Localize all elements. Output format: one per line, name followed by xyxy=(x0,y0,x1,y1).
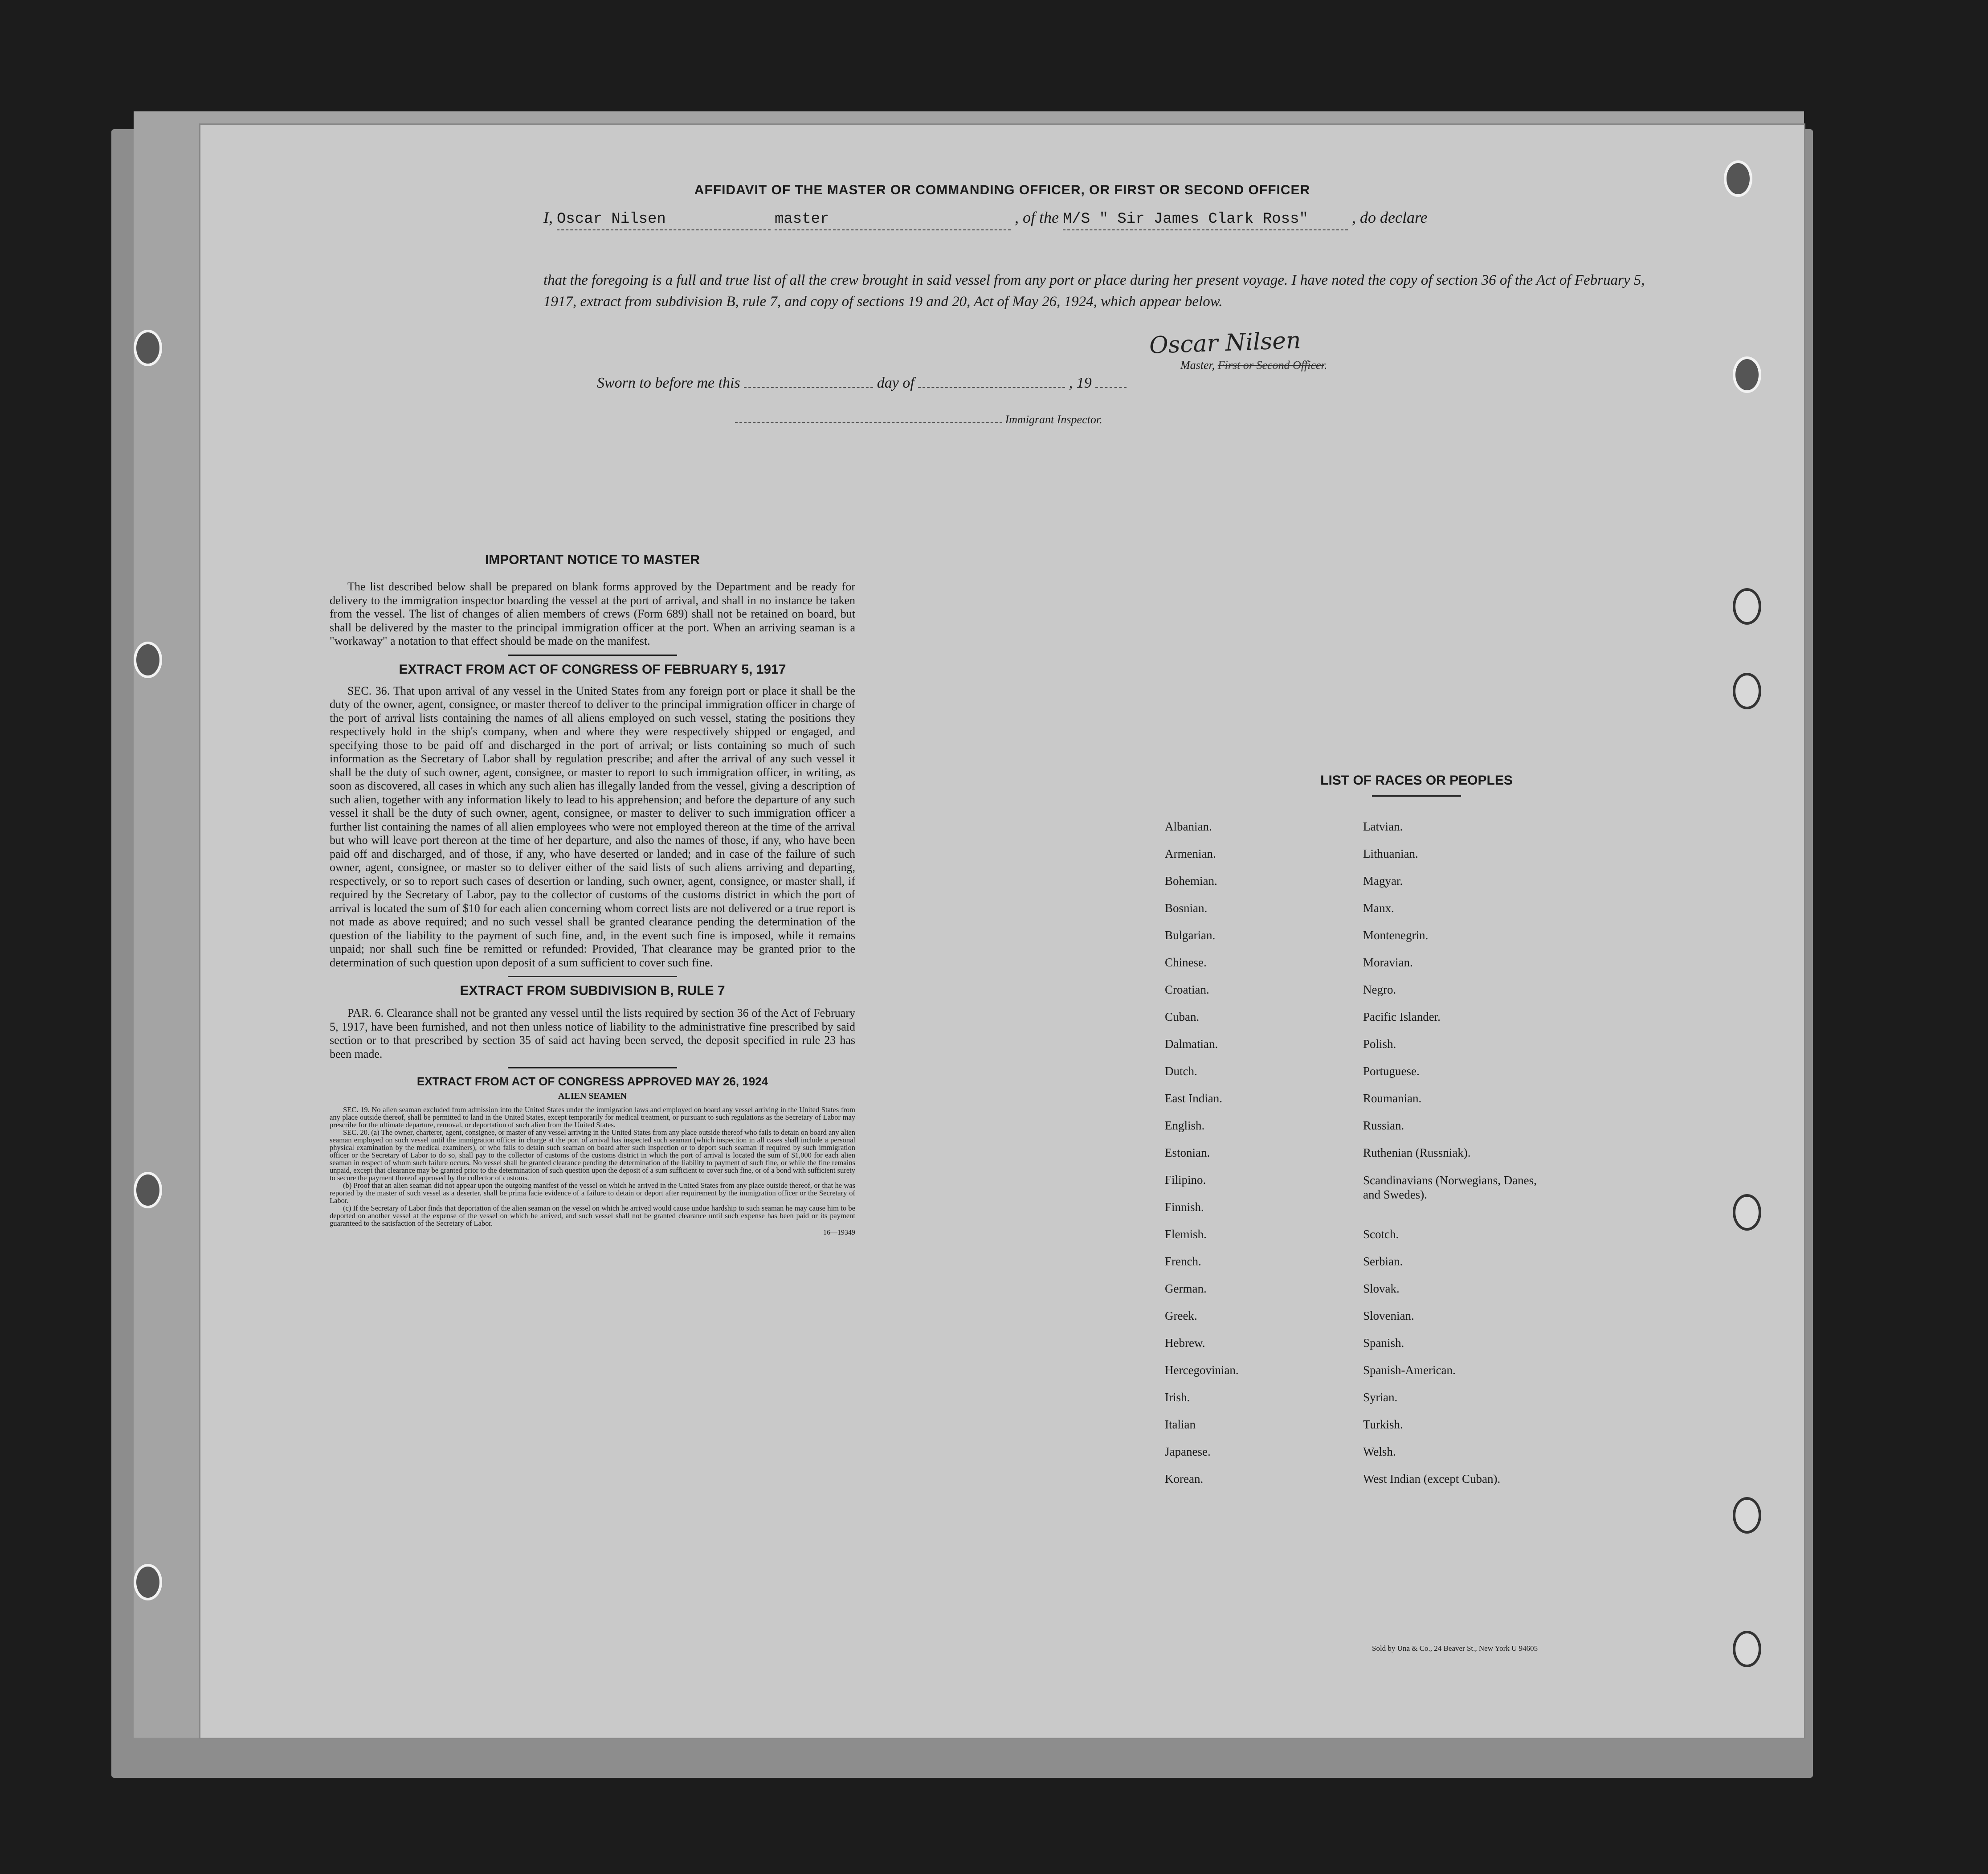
binder-hole-icon xyxy=(1733,588,1761,625)
manifest-page xyxy=(200,125,1804,1738)
extract-rule7-title: EXTRACT FROM SUBDIVISION B, RULE 7 xyxy=(460,983,725,998)
race-item: Finnish. xyxy=(1165,1200,1204,1214)
binder-hole-icon xyxy=(1733,1497,1761,1534)
race-item: Bohemian. xyxy=(1165,874,1217,888)
binder-hole-icon xyxy=(1733,1194,1761,1231)
race-item: Chinese. xyxy=(1165,956,1207,969)
signature-caption-master: Master, xyxy=(1180,359,1215,372)
race-item: Lithuanian. xyxy=(1363,847,1418,860)
inspector-blank xyxy=(735,410,1002,423)
legal-notices-column xyxy=(330,552,855,1237)
race-item: Dalmatian. xyxy=(1165,1037,1218,1051)
race-item: Irish. xyxy=(1165,1391,1190,1404)
race-item: Scotch. xyxy=(1363,1228,1399,1241)
vessel-name-field: M/S " Sir James Clark Ross" xyxy=(1063,209,1348,230)
binder-hole-icon xyxy=(134,1564,162,1600)
race-item: Greek. xyxy=(1165,1309,1197,1322)
race-item: Hercegovinian. xyxy=(1165,1363,1239,1377)
race-item: Croatian. xyxy=(1165,983,1209,996)
signature-caption-struck: First or Second Officer xyxy=(1217,359,1324,372)
divider xyxy=(508,1067,677,1068)
extract-1924-sec20a: SEC. 20. (a) The owner, charterer, agent, consignee, or master of any vessel arriving in the United States from any place outside thereof who fails to detain on board any alien seaman employed on such vessel until the immigration officer in charge at the port of arrival has inspected such seaman (which inspection in all cases shall include a personal physical examination by the medical examiners), or who fails to detain such seaman on board after such inspection or to deport such seaman if required by such immigration officer or the Secretary of Labor to do so, shall pay to the collector of customs of the customs district in which the port of arrival is located the sum of $1,000 for each alien seaman in respect of whom such failure occurs. No vessel shall be granted clearance pending the determination of the liability to payment of such fine, or while the fine remains unpaid, except that clearance may be granted prior to the determination of such question upon the deposit of a sum sufficient to cover such fine, or of a bond with sufficient surety to secure the payment thereof approved by the collector of customs. xyxy=(330,1128,855,1182)
race-item: Filipino. xyxy=(1165,1173,1206,1187)
inspector-label: Immigrant Inspector. xyxy=(1005,413,1102,426)
race-item: Turkish. xyxy=(1363,1418,1403,1431)
race-item: Montenegrin. xyxy=(1363,929,1429,942)
race-item: Scandinavians (Norwegians, Danes, and Swedes). xyxy=(1363,1174,1537,1201)
race-item: English. xyxy=(1165,1119,1205,1132)
races-divider xyxy=(1372,795,1461,797)
race-item: Bulgarian. xyxy=(1165,929,1216,942)
year-label: , 19 xyxy=(1069,375,1092,391)
printer-imprint: Sold by Una & Co., 24 Beaver St., New York U 94605 xyxy=(1372,1644,1538,1653)
binder-hole-icon xyxy=(1733,1631,1761,1667)
race-item: Slovenian. xyxy=(1363,1309,1414,1322)
race-item: Bosnian. xyxy=(1165,901,1208,915)
race-item: Spanish-American. xyxy=(1363,1363,1456,1377)
binder-hole-icon xyxy=(134,330,162,366)
signature-caption: Master, First or Second Officer. xyxy=(1180,359,1327,372)
binder-hole-icon xyxy=(1733,356,1761,393)
sworn-label: Sworn to before me this xyxy=(597,375,740,391)
extract-1924-sec19: SEC. 19. No alien seaman excluded from admission into the United States under the immigration laws and employed on board any vessel arriving in the United States from any place outside thereof, shall be permitted to land in the United States, except temporarily for medical treatment, or pursuant to such regulations as the Secretary of Labor may prescribe for the ultimate departure, removal, or deportation of such alien from the United States. xyxy=(330,1105,855,1129)
race-item: Slovak. xyxy=(1363,1282,1400,1295)
race-item: Italian xyxy=(1165,1418,1196,1431)
of-the-label: , of the xyxy=(1015,209,1059,226)
sworn-year-blank xyxy=(1095,374,1127,388)
notice-title: IMPORTANT NOTICE TO MASTER xyxy=(485,552,700,567)
master-name-field: Oscar Nilsen xyxy=(557,209,771,230)
race-item: French. xyxy=(1165,1255,1201,1268)
extract-1917-title: EXTRACT FROM ACT OF CONGRESS OF FEBRUARY 5, 1917 xyxy=(399,662,786,677)
day-of-label: day of xyxy=(877,375,914,391)
race-item: Dutch. xyxy=(1165,1064,1197,1078)
binder-hole-icon xyxy=(134,1172,162,1208)
affidavit-body: that the foregoing is a full and true list of all the crew brought in said vessel from any port or place during her present voyage. I have noted the copy of section 36 of the Act of February 5, 1917, extract from subdivision B, rule 7, and copy of sections 19 and 20, Act of May 26, 1924, which appear below. xyxy=(543,272,1645,310)
race-item: West Indian (except Cuban). xyxy=(1363,1472,1501,1485)
race-item: Manx. xyxy=(1363,901,1394,915)
race-item: Ruthenian (Russniak). xyxy=(1363,1146,1471,1159)
race-item: Cuban. xyxy=(1165,1010,1200,1023)
race-item: Albanian. xyxy=(1165,820,1212,833)
extract-1924-sec20b: (b) Proof that an alien seaman did not appear upon the outgoing manifest of the vessel on which he arrived in the United States from any place outside thereof, or that he was reported by the master of such vessel as a deserter, shall be prima facie evidence of a failure to detain or deport after requirement by the immigration officer or the Secretary of Labor. xyxy=(330,1181,855,1205)
notice-text: The list described below shall be prepared on blank forms approved by the Department and be ready for delivery to the immigration inspector boarding the vessel at the port of arrival, and shall in no instance be taken from the vessel. The list of changes of alien members of crews (Form 689) shall not be retained on board, but shall be delivered by the master to the principal immigration officer at the port. When an arriving seaman is a "workaway" a notation to that effect should be made on the manifest. xyxy=(330,580,855,647)
sworn-month-blank xyxy=(918,374,1065,388)
race-item: Armenian. xyxy=(1165,847,1216,860)
extract-1917-text: SEC. 36. That upon arrival of any vessel in the United States from any foreign port or place it shall be the duty of the owner, agent, consignee, or master thereof to deliver to the principal immigration officer in charge of the port of arrival lists containing the names of all aliens employed on such vessel, stating the positions they respectively hold in the ship's company, when and where they were respectively shipped or engaged, and specifying those to be paid off and discharged in the port of arrival; or lists containing so much of such information as the Secretary of Labor shall by regulation prescribe; and after the arrival of any such vessel it shall be the duty of such owner, agent, consignee, or master to report to such immigration officer, in writing, as soon as discovered, all cases in which any such alien has illegally landed from the vessel, giving a description of such alien, together with any information likely to lead to his apprehension; and before the departure of any such vessel it shall be the duty of such owner, agent, consignee, or master to deliver to such immigration officer a further list containing the names of all alien employees who were not employed thereon at the time of the arrival but who will leave port thereon at the time of her departure, and also the names of those, if any, who have been paid off and discharged, and of those, if any, who have deserted or landed; and in case of the failure of such owner, agent, consignee, or master so to deliver either of the said lists of such aliens arriving and departing, respectively, or so to report such cases of desertion or landing, such owner, agent, consignee, or master shall, if required by the Secretary of Labor, pay to the collector of customs of the customs district in which the port of arrival is located the sum of $10 for each alien concerning whom correct lists are not delivered or a true report is not made as above required; and no such vessel shall be granted clearance pending the determination of the question of the liability to the payment of such fine, and, in the event such fine is imposed, while it remains unpaid; nor shall such fine be remitted or refunded: Provided, That clearance may be granted prior to the determination of such question upon deposit of a sum sufficient to cover such fine. xyxy=(330,684,855,969)
do-declare-label: , do declare xyxy=(1351,209,1428,226)
race-item: Hebrew. xyxy=(1165,1336,1205,1350)
races-left-list xyxy=(1165,820,1239,1499)
extract-1924-sec20c: (c) If the Secretary of Labor finds that deportation of the alien seaman on the vessel on which he arrived would cause undue hardship to such seaman he may cause him to be deported on another vessel at the expense of the vessel on which he arrived, and such vessel shall not be granted clearance until such expense has been paid or its payment guaranteed to the satisfaction of the Secretary of Labor. xyxy=(330,1204,855,1228)
rank-field: master xyxy=(775,209,1011,230)
race-item: German. xyxy=(1165,1282,1207,1295)
affidavit-title: AFFIDAVIT OF THE MASTER OR COMMANDING OFFICER, OR FIRST OR SECOND OFFICER xyxy=(694,183,1310,197)
extract-1924-subtitle: ALIEN SEAMEN xyxy=(558,1091,627,1101)
race-item: Portuguese. xyxy=(1363,1064,1420,1078)
race-item: Estonian. xyxy=(1165,1146,1210,1159)
races-right-list xyxy=(1363,820,1555,1499)
race-item: Polish. xyxy=(1363,1037,1396,1051)
sworn-line xyxy=(597,374,1127,392)
race-item: Moravian. xyxy=(1363,956,1413,969)
races-title: LIST OF RACES OR PEOPLES xyxy=(1320,773,1513,788)
race-item: Spanish. xyxy=(1363,1336,1404,1350)
binder-hole-icon xyxy=(1733,673,1761,709)
affidavit-declaration-line xyxy=(543,207,1648,230)
race-item: Magyar. xyxy=(1363,874,1403,888)
binder-hole-icon xyxy=(134,642,162,678)
race-item: Japanese. xyxy=(1165,1445,1211,1458)
form-number: 16—19349 xyxy=(823,1229,855,1236)
master-signature: Oscar Nilsen xyxy=(1149,327,1302,359)
inspector-line xyxy=(735,410,1102,426)
sworn-day-blank xyxy=(744,374,873,388)
race-item: Welsh. xyxy=(1363,1445,1396,1458)
race-item: Syrian. xyxy=(1363,1391,1398,1404)
race-item: East Indian. xyxy=(1165,1092,1222,1105)
extract-1924-title: EXTRACT FROM ACT OF CONGRESS APPROVED MAY 26, 1924 xyxy=(416,1075,768,1088)
race-item: Pacific Islander. xyxy=(1363,1010,1441,1023)
extract-rule7-text: PAR. 6. Clearance shall not be granted any vessel until the lists required by section 36 of the Act of February 5, 1917, have been furnished, and not then unless notice of liability to the administrative fine prescribed by said section or to that prescribed by section 35 of said act having been served, the deposit specified in rule 23 has been made. xyxy=(330,1007,855,1060)
divider xyxy=(508,976,677,977)
race-item: Latvian. xyxy=(1363,820,1403,833)
race-item: Negro. xyxy=(1363,983,1396,996)
divider xyxy=(508,655,677,656)
race-item: Roumanian. xyxy=(1363,1092,1422,1105)
race-item: Serbian. xyxy=(1363,1255,1403,1268)
affidavit-i-label: I, xyxy=(543,209,553,226)
race-item: Korean. xyxy=(1165,1472,1204,1485)
race-item: Flemish. xyxy=(1165,1228,1207,1241)
race-item: Russian. xyxy=(1363,1119,1404,1132)
